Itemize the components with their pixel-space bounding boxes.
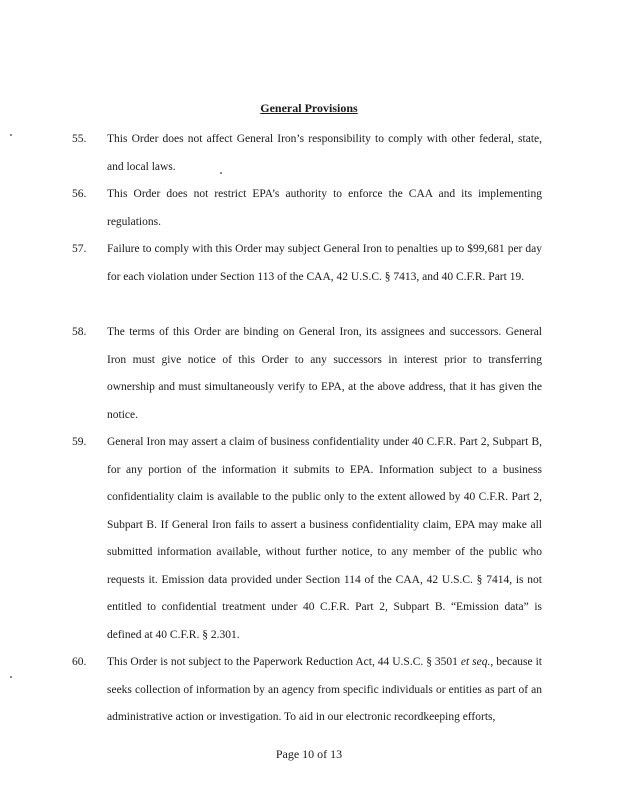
paragraph-59 <box>72 429 542 649</box>
paragraph-text-start: This Order is not subject to the Paperwork Reduction Act, 44 U.S.C. § 3501 <box>107 656 461 668</box>
paragraph-text-end: , because it seeks collection of information by an agency from specific individuals or entities as part of an administrative action or investigation. To aid in our electronic recordkeeping efforts, <box>107 656 542 723</box>
scan-speck <box>220 172 222 174</box>
paragraph-number: 58. <box>72 326 87 338</box>
paragraph-55 <box>72 126 542 181</box>
paragraph-number: 59. <box>72 436 87 448</box>
paragraph-text: General Iron may assert a claim of business confidentiality under 40 C.F.R. Part 2, Subpart B, for any portion of the information it submits to EPA. Information subject to a business confidentiality claim is available to the public only to the extent allowed by 40 C.F.R. Part 2, Subpart B. If General Iron fails to assert a business confidentiality claim, EPA may make all submitted information available, without further notice, to any member of the public who requests it. Emission data provided under Section 114 of the CAA, 42 U.S.C. § 7414, is not entitled to confidential treatment under 40 C.F.R. Part 2, Subpart B. “Emission data” is defined at 40 C.F.R. § 2.301. <box>107 436 542 641</box>
page-number-footer: Page 10 of 13 <box>275 747 343 761</box>
paragraph-text: The terms of this Order are binding on General Iron, its assignees and successors. General Iron must give notice of this Order to any successors in interest prior to transferring ownership and must simultaneously verify to EPA, at the above address, that it has given the notice. <box>107 326 542 421</box>
paragraph-number: 55. <box>72 133 87 145</box>
paragraph-text-italic: et seq. <box>460 656 491 668</box>
scan-speck <box>10 676 12 678</box>
paragraph-text: This Order does not affect General Iron’s responsibility to comply with other federal, state, and local laws. <box>107 133 542 173</box>
paragraph-58 <box>72 319 542 429</box>
paragraph-number: 56. <box>72 188 87 200</box>
paragraph-56 <box>72 181 542 236</box>
section-heading: General Provisions <box>260 101 358 115</box>
paragraph-text: Failure to comply with this Order may subject General Iron to penalties up to $99,681 per day for each violation under Section 113 of the CAA, 42 U.S.C. § 7413, and 40 C.F.R. Part 19. <box>107 243 542 283</box>
paragraph-57 <box>72 236 542 291</box>
paragraph-60 <box>72 649 542 732</box>
paragraph-number: 57. <box>72 243 87 255</box>
paragraph-text: This Order does not restrict EPA’s authority to enforce the CAA and its implementing regulations. <box>107 188 542 228</box>
scan-speck <box>10 134 12 136</box>
paragraph-text <box>107 649 542 732</box>
paragraph-number: 60. <box>72 656 87 668</box>
